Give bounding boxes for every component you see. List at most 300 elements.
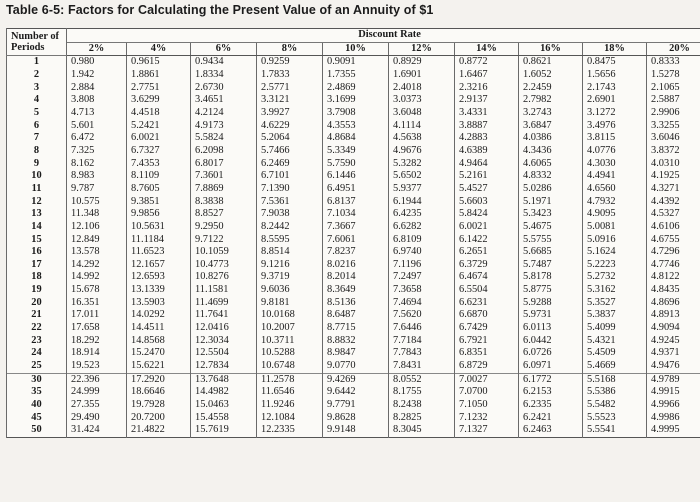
factor-cell: 9.7122 bbox=[191, 234, 257, 247]
factor-cell: 8.8527 bbox=[191, 208, 257, 221]
factor-cell: 4.9915 bbox=[647, 386, 700, 399]
factor-cell: 0.9615 bbox=[127, 56, 191, 69]
factor-cell: 4.2883 bbox=[455, 132, 519, 145]
factor-cell: 6.4235 bbox=[389, 208, 455, 221]
factor-cell: 9.0770 bbox=[323, 360, 389, 373]
factor-cell: 4.8684 bbox=[323, 132, 389, 145]
factor-cell: 9.4269 bbox=[323, 373, 389, 386]
table-row bbox=[7, 56, 700, 69]
factor-cell: 4.7932 bbox=[583, 196, 647, 209]
factor-cell: 5.8424 bbox=[455, 208, 519, 221]
factor-cell: 4.9094 bbox=[647, 322, 700, 335]
factor-cell: 8.1109 bbox=[127, 170, 191, 183]
factor-cell: 9.787 bbox=[67, 183, 127, 196]
factor-cell: 7.1232 bbox=[455, 412, 519, 425]
factor-cell: 9.9856 bbox=[127, 208, 191, 221]
factor-cell: 13.1339 bbox=[127, 284, 191, 297]
factor-cell: 2.6901 bbox=[583, 94, 647, 107]
factor-cell: 6.4951 bbox=[323, 183, 389, 196]
period-cell: 8 bbox=[7, 145, 67, 158]
factor-cell: 5.7590 bbox=[323, 158, 389, 171]
factor-cell: 4.3436 bbox=[519, 145, 583, 158]
factor-cell: 10.6748 bbox=[257, 360, 323, 373]
factor-cell: 6.2335 bbox=[519, 399, 583, 412]
factor-cell: 4.8435 bbox=[647, 284, 700, 297]
table-row bbox=[7, 246, 700, 259]
factor-cell: 6.0971 bbox=[519, 360, 583, 373]
rate-header: 14% bbox=[455, 42, 519, 56]
factor-cell: 10.4773 bbox=[191, 259, 257, 272]
factor-cell: 7.4353 bbox=[127, 158, 191, 171]
factor-cell: 5.3527 bbox=[583, 297, 647, 310]
factor-cell: 7.9038 bbox=[257, 208, 323, 221]
rate-header: 6% bbox=[191, 42, 257, 56]
factor-cell: 6.7101 bbox=[257, 170, 323, 183]
factor-cell: 8.3649 bbox=[323, 284, 389, 297]
factor-cell: 11.6546 bbox=[257, 386, 323, 399]
factor-cell: 8.6487 bbox=[323, 309, 389, 322]
factor-cell: 4.4518 bbox=[127, 107, 191, 120]
factor-cell: 29.490 bbox=[67, 412, 127, 425]
factor-cell: 4.5327 bbox=[647, 208, 700, 221]
factor-cell: 15.4558 bbox=[191, 412, 257, 425]
table-row bbox=[7, 94, 700, 107]
factor-cell: 10.575 bbox=[67, 196, 127, 209]
rate-header: 10% bbox=[323, 42, 389, 56]
factor-cell: 4.9464 bbox=[455, 158, 519, 171]
factor-cell: 5.8775 bbox=[519, 284, 583, 297]
factor-cell: 10.5288 bbox=[257, 347, 323, 360]
factor-cell: 17.658 bbox=[67, 322, 127, 335]
factor-cell: 4.6389 bbox=[455, 145, 519, 158]
table-row bbox=[7, 424, 700, 437]
factor-cell: 8.7605 bbox=[127, 183, 191, 196]
factor-cell: 8.2825 bbox=[389, 412, 455, 425]
factor-cell: 7.0027 bbox=[455, 373, 519, 386]
factor-cell: 7.3658 bbox=[389, 284, 455, 297]
factor-cell: 8.8514 bbox=[257, 246, 323, 259]
factor-cell: 5.2732 bbox=[583, 271, 647, 284]
factor-cell: 7.7184 bbox=[389, 335, 455, 348]
factor-cell: 6.3729 bbox=[455, 259, 519, 272]
factor-cell: 15.2470 bbox=[127, 347, 191, 360]
factor-cell: 4.6229 bbox=[257, 120, 323, 133]
factor-cell: 12.3034 bbox=[191, 335, 257, 348]
table-row bbox=[7, 234, 700, 247]
factor-cell: 7.5620 bbox=[389, 309, 455, 322]
factor-cell: 3.6048 bbox=[389, 107, 455, 120]
rate-header: 2% bbox=[67, 42, 127, 56]
rate-header: 4% bbox=[127, 42, 191, 56]
factor-cell: 5.601 bbox=[67, 120, 127, 133]
number-of-label: Number of bbox=[11, 31, 60, 42]
table-row bbox=[7, 196, 700, 209]
factor-cell: 5.6502 bbox=[389, 170, 455, 183]
factor-cell: 4.0310 bbox=[647, 158, 700, 171]
period-cell: 13 bbox=[7, 208, 67, 221]
factor-cell: 3.808 bbox=[67, 94, 127, 107]
factor-cell: 5.6685 bbox=[519, 246, 583, 259]
factor-cell: 5.4669 bbox=[583, 360, 647, 373]
table-row bbox=[7, 259, 700, 272]
table-row bbox=[7, 208, 700, 221]
factor-cell: 0.8772 bbox=[455, 56, 519, 69]
factor-cell: 2.3216 bbox=[455, 82, 519, 95]
factor-cell: 7.1327 bbox=[455, 424, 519, 437]
factor-cell: 0.8621 bbox=[519, 56, 583, 69]
factor-cell: 6.8109 bbox=[389, 234, 455, 247]
period-cell: 30 bbox=[7, 373, 67, 386]
factor-cell: 6.2651 bbox=[455, 246, 519, 259]
factor-cell: 17.011 bbox=[67, 309, 127, 322]
factor-cell: 12.2335 bbox=[257, 424, 323, 437]
factor-cell: 8.3838 bbox=[191, 196, 257, 209]
factor-cell: 1.5278 bbox=[647, 69, 700, 82]
factor-cell: 9.3851 bbox=[127, 196, 191, 209]
factor-cell: 4.4941 bbox=[583, 170, 647, 183]
factor-cell: 12.6593 bbox=[127, 271, 191, 284]
factor-cell: 14.292 bbox=[67, 259, 127, 272]
factor-cell: 15.0463 bbox=[191, 399, 257, 412]
period-cell: 19 bbox=[7, 284, 67, 297]
factor-cell: 14.992 bbox=[67, 271, 127, 284]
factor-cell: 6.6282 bbox=[389, 221, 455, 234]
factor-cell: 6.7921 bbox=[455, 335, 519, 348]
factor-cell: 5.9377 bbox=[389, 183, 455, 196]
factor-cell: 7.8431 bbox=[389, 360, 455, 373]
factor-cell: 5.5523 bbox=[583, 412, 647, 425]
factor-cell: 2.1743 bbox=[583, 82, 647, 95]
factor-cell: 6.9740 bbox=[389, 246, 455, 259]
factor-cell: 12.1084 bbox=[257, 412, 323, 425]
factor-cell: 3.6046 bbox=[647, 132, 700, 145]
factor-cell: 3.9927 bbox=[257, 107, 323, 120]
factor-cell: 7.0700 bbox=[455, 386, 519, 399]
factor-cell: 4.3553 bbox=[323, 120, 389, 133]
factor-cell: 18.6646 bbox=[127, 386, 191, 399]
period-cell: 12 bbox=[7, 196, 67, 209]
factor-cell: 17.2920 bbox=[127, 373, 191, 386]
period-cell: 18 bbox=[7, 271, 67, 284]
period-cell: 4 bbox=[7, 94, 67, 107]
factor-cell: 4.0776 bbox=[583, 145, 647, 158]
factor-cell: 2.7982 bbox=[519, 94, 583, 107]
factor-cell: 8.162 bbox=[67, 158, 127, 171]
factor-cell: 6.2098 bbox=[191, 145, 257, 158]
factor-cell: 8.1755 bbox=[389, 386, 455, 399]
factor-cell: 20.7200 bbox=[127, 412, 191, 425]
factor-cell: 0.980 bbox=[67, 56, 127, 69]
factor-cell: 19.7928 bbox=[127, 399, 191, 412]
factor-cell: 9.8181 bbox=[257, 297, 323, 310]
factor-cell: 12.1657 bbox=[127, 259, 191, 272]
factor-cell: 6.2469 bbox=[257, 158, 323, 171]
factor-cell: 5.1624 bbox=[583, 246, 647, 259]
factor-cell: 5.4321 bbox=[583, 335, 647, 348]
period-cell: 9 bbox=[7, 158, 67, 171]
factor-cell: 7.7843 bbox=[389, 347, 455, 360]
factor-cell: 5.0916 bbox=[583, 234, 647, 247]
factor-cell: 9.6442 bbox=[323, 386, 389, 399]
factor-cell: 12.7834 bbox=[191, 360, 257, 373]
factor-cell: 4.3271 bbox=[647, 183, 700, 196]
factor-cell: 4.9986 bbox=[647, 412, 700, 425]
factor-cell: 8.2438 bbox=[389, 399, 455, 412]
factor-cell: 12.5504 bbox=[191, 347, 257, 360]
factor-cell: 8.0216 bbox=[323, 259, 389, 272]
table-body bbox=[7, 56, 700, 438]
factor-cell: 10.2007 bbox=[257, 322, 323, 335]
factor-cell: 7.3601 bbox=[191, 170, 257, 183]
factor-cell: 8.0552 bbox=[389, 373, 455, 386]
factor-cell: 5.7487 bbox=[519, 259, 583, 272]
factor-cell: 8.5136 bbox=[323, 297, 389, 310]
factor-cell: 10.3711 bbox=[257, 335, 323, 348]
factor-cell: 4.8332 bbox=[519, 170, 583, 183]
table-row bbox=[7, 360, 700, 373]
factor-cell: 3.6847 bbox=[519, 120, 583, 133]
rate-header: 8% bbox=[257, 42, 323, 56]
factor-cell: 14.8568 bbox=[127, 335, 191, 348]
factor-cell: 0.8929 bbox=[389, 56, 455, 69]
factor-cell: 2.7751 bbox=[127, 82, 191, 95]
factor-cell: 9.6036 bbox=[257, 284, 323, 297]
factor-cell: 8.2442 bbox=[257, 221, 323, 234]
factor-cell: 11.1581 bbox=[191, 284, 257, 297]
factor-cell: 11.348 bbox=[67, 208, 127, 221]
factor-cell: 12.106 bbox=[67, 221, 127, 234]
factor-cell: 5.4099 bbox=[583, 322, 647, 335]
factor-cell: 5.4509 bbox=[583, 347, 647, 360]
period-cell: 15 bbox=[7, 234, 67, 247]
factor-cell: 11.2578 bbox=[257, 373, 323, 386]
factor-cell: 4.8696 bbox=[647, 297, 700, 310]
factor-cell: 14.4982 bbox=[191, 386, 257, 399]
factor-cell: 1.942 bbox=[67, 69, 127, 82]
factor-cell: 18.292 bbox=[67, 335, 127, 348]
table-row bbox=[7, 107, 700, 120]
factor-cell: 10.8276 bbox=[191, 271, 257, 284]
factor-cell: 3.1272 bbox=[583, 107, 647, 120]
factor-cell: 4.9371 bbox=[647, 347, 700, 360]
factor-cell: 8.5595 bbox=[257, 234, 323, 247]
table-row bbox=[7, 399, 700, 412]
factor-cell: 4.7746 bbox=[647, 259, 700, 272]
factor-cell: 4.9476 bbox=[647, 360, 700, 373]
factor-cell: 5.3837 bbox=[583, 309, 647, 322]
factor-cell: 0.9091 bbox=[323, 56, 389, 69]
factor-cell: 6.8017 bbox=[191, 158, 257, 171]
rate-header: 12% bbox=[389, 42, 455, 56]
table-row bbox=[7, 132, 700, 145]
period-cell: 16 bbox=[7, 246, 67, 259]
table-row bbox=[7, 309, 700, 322]
factor-cell: 5.1971 bbox=[519, 196, 583, 209]
factor-cell: 5.3423 bbox=[519, 208, 583, 221]
factor-cell: 7.4694 bbox=[389, 297, 455, 310]
factor-cell: 22.396 bbox=[67, 373, 127, 386]
factor-cell: 5.6603 bbox=[455, 196, 519, 209]
factor-cell: 2.6730 bbox=[191, 82, 257, 95]
factor-cell: 5.2421 bbox=[127, 120, 191, 133]
factor-cell: 6.8351 bbox=[455, 347, 519, 360]
factor-cell: 6.1446 bbox=[323, 170, 389, 183]
factor-cell: 5.9731 bbox=[519, 309, 583, 322]
factor-cell: 2.9906 bbox=[647, 107, 700, 120]
factor-cell: 11.7641 bbox=[191, 309, 257, 322]
factor-cell: 3.8887 bbox=[455, 120, 519, 133]
period-cell: 23 bbox=[7, 335, 67, 348]
period-cell: 1 bbox=[7, 56, 67, 69]
factor-cell: 12.849 bbox=[67, 234, 127, 247]
factor-cell: 4.2124 bbox=[191, 107, 257, 120]
factor-cell: 5.3349 bbox=[323, 145, 389, 158]
period-cell: 25 bbox=[7, 360, 67, 373]
table-row bbox=[7, 221, 700, 234]
factor-cell: 6.1422 bbox=[455, 234, 519, 247]
factor-cell: 2.5771 bbox=[257, 82, 323, 95]
factor-cell: 9.1216 bbox=[257, 259, 323, 272]
factor-cell: 5.5168 bbox=[583, 373, 647, 386]
factor-cell: 4.8913 bbox=[647, 309, 700, 322]
factor-cell: 3.8372 bbox=[647, 145, 700, 158]
factor-cell: 6.6231 bbox=[455, 297, 519, 310]
factor-cell: 5.5386 bbox=[583, 386, 647, 399]
period-cell: 6 bbox=[7, 120, 67, 133]
table-row bbox=[7, 170, 700, 183]
period-cell: 24 bbox=[7, 347, 67, 360]
factor-cell: 10.5631 bbox=[127, 221, 191, 234]
factor-cell: 3.4976 bbox=[583, 120, 647, 133]
period-cell: 35 bbox=[7, 386, 67, 399]
factor-cell: 1.7833 bbox=[257, 69, 323, 82]
factor-cell: 3.0373 bbox=[389, 94, 455, 107]
table-row bbox=[7, 284, 700, 297]
factor-cell: 3.4651 bbox=[191, 94, 257, 107]
period-cell: 3 bbox=[7, 82, 67, 95]
period-cell: 14 bbox=[7, 221, 67, 234]
factor-cell: 5.2161 bbox=[455, 170, 519, 183]
factor-cell: 4.713 bbox=[67, 107, 127, 120]
factor-cell: 4.1114 bbox=[389, 120, 455, 133]
factor-cell: 3.3255 bbox=[647, 120, 700, 133]
factor-cell: 7.1050 bbox=[455, 399, 519, 412]
factor-cell: 7.8869 bbox=[191, 183, 257, 196]
table-row bbox=[7, 271, 700, 284]
factor-cell: 7.1196 bbox=[389, 259, 455, 272]
factor-cell: 7.1390 bbox=[257, 183, 323, 196]
factor-cell: 3.7908 bbox=[323, 107, 389, 120]
factor-cell: 5.5755 bbox=[519, 234, 583, 247]
period-cell: 22 bbox=[7, 322, 67, 335]
factor-cell: 7.2497 bbox=[389, 271, 455, 284]
factor-cell: 5.5482 bbox=[583, 399, 647, 412]
factor-cell: 6.8729 bbox=[455, 360, 519, 373]
table-row bbox=[7, 335, 700, 348]
factor-cell: 4.8122 bbox=[647, 271, 700, 284]
factor-cell: 18.914 bbox=[67, 347, 127, 360]
factor-cell: 4.6755 bbox=[647, 234, 700, 247]
factor-cell: 4.0386 bbox=[519, 132, 583, 145]
factor-cell: 8.8832 bbox=[323, 335, 389, 348]
table-row bbox=[7, 412, 700, 425]
factor-cell: 5.5541 bbox=[583, 424, 647, 437]
table-row bbox=[7, 297, 700, 310]
factor-cell: 6.0021 bbox=[455, 221, 519, 234]
discount-rate-header: Discount Rate bbox=[67, 29, 700, 43]
factor-cell: 6.0442 bbox=[519, 335, 583, 348]
factor-cell: 10.0168 bbox=[257, 309, 323, 322]
factor-cell: 6.7429 bbox=[455, 322, 519, 335]
table-row bbox=[7, 145, 700, 158]
factor-cell: 16.351 bbox=[67, 297, 127, 310]
factor-cell: 8.7715 bbox=[323, 322, 389, 335]
factor-cell: 6.2153 bbox=[519, 386, 583, 399]
factor-cell: 0.9259 bbox=[257, 56, 323, 69]
factor-cell: 9.3719 bbox=[257, 271, 323, 284]
factor-cell: 6.0726 bbox=[519, 347, 583, 360]
factor-cell: 4.6065 bbox=[519, 158, 583, 171]
table-row bbox=[7, 82, 700, 95]
factor-cell: 1.6467 bbox=[455, 69, 519, 82]
rate-header: 18% bbox=[583, 42, 647, 56]
factor-cell: 6.6870 bbox=[455, 309, 519, 322]
factor-cell: 6.5504 bbox=[455, 284, 519, 297]
period-cell: 7 bbox=[7, 132, 67, 145]
factor-cell: 4.9245 bbox=[647, 335, 700, 348]
table-row bbox=[7, 120, 700, 133]
factor-cell: 11.9246 bbox=[257, 399, 323, 412]
factor-cell: 21.4822 bbox=[127, 424, 191, 437]
factor-cell: 8.3045 bbox=[389, 424, 455, 437]
periods-header bbox=[7, 29, 67, 56]
table-row bbox=[7, 158, 700, 171]
factor-cell: 13.7648 bbox=[191, 373, 257, 386]
factor-cell: 19.523 bbox=[67, 360, 127, 373]
factor-cell: 4.5638 bbox=[389, 132, 455, 145]
factor-cell: 4.9966 bbox=[647, 399, 700, 412]
period-cell: 20 bbox=[7, 297, 67, 310]
factor-cell: 6.0113 bbox=[519, 322, 583, 335]
factor-cell: 1.7355 bbox=[323, 69, 389, 82]
factor-cell: 8.2014 bbox=[323, 271, 389, 284]
factor-cell: 8.983 bbox=[67, 170, 127, 183]
factor-cell: 5.2223 bbox=[583, 259, 647, 272]
factor-cell: 4.6106 bbox=[647, 221, 700, 234]
factor-cell: 0.8475 bbox=[583, 56, 647, 69]
factor-cell: 31.424 bbox=[67, 424, 127, 437]
period-cell: 21 bbox=[7, 309, 67, 322]
period-cell: 2 bbox=[7, 69, 67, 82]
factor-cell: 9.7791 bbox=[323, 399, 389, 412]
factor-cell: 5.3162 bbox=[583, 284, 647, 297]
factor-cell: 7.6446 bbox=[389, 322, 455, 335]
factor-cell: 4.3030 bbox=[583, 158, 647, 171]
table-row bbox=[7, 69, 700, 82]
factor-cell: 5.2064 bbox=[257, 132, 323, 145]
factor-cell: 15.6221 bbox=[127, 360, 191, 373]
period-cell: 10 bbox=[7, 170, 67, 183]
factor-cell: 0.8333 bbox=[647, 56, 700, 69]
factor-cell: 15.7619 bbox=[191, 424, 257, 437]
factor-cell: 2.9137 bbox=[455, 94, 519, 107]
factor-cell: 1.8861 bbox=[127, 69, 191, 82]
table-row bbox=[7, 322, 700, 335]
factor-cell: 7.8237 bbox=[323, 246, 389, 259]
factor-cell: 0.9434 bbox=[191, 56, 257, 69]
factor-cell: 4.4392 bbox=[647, 196, 700, 209]
factor-cell: 2.4869 bbox=[323, 82, 389, 95]
